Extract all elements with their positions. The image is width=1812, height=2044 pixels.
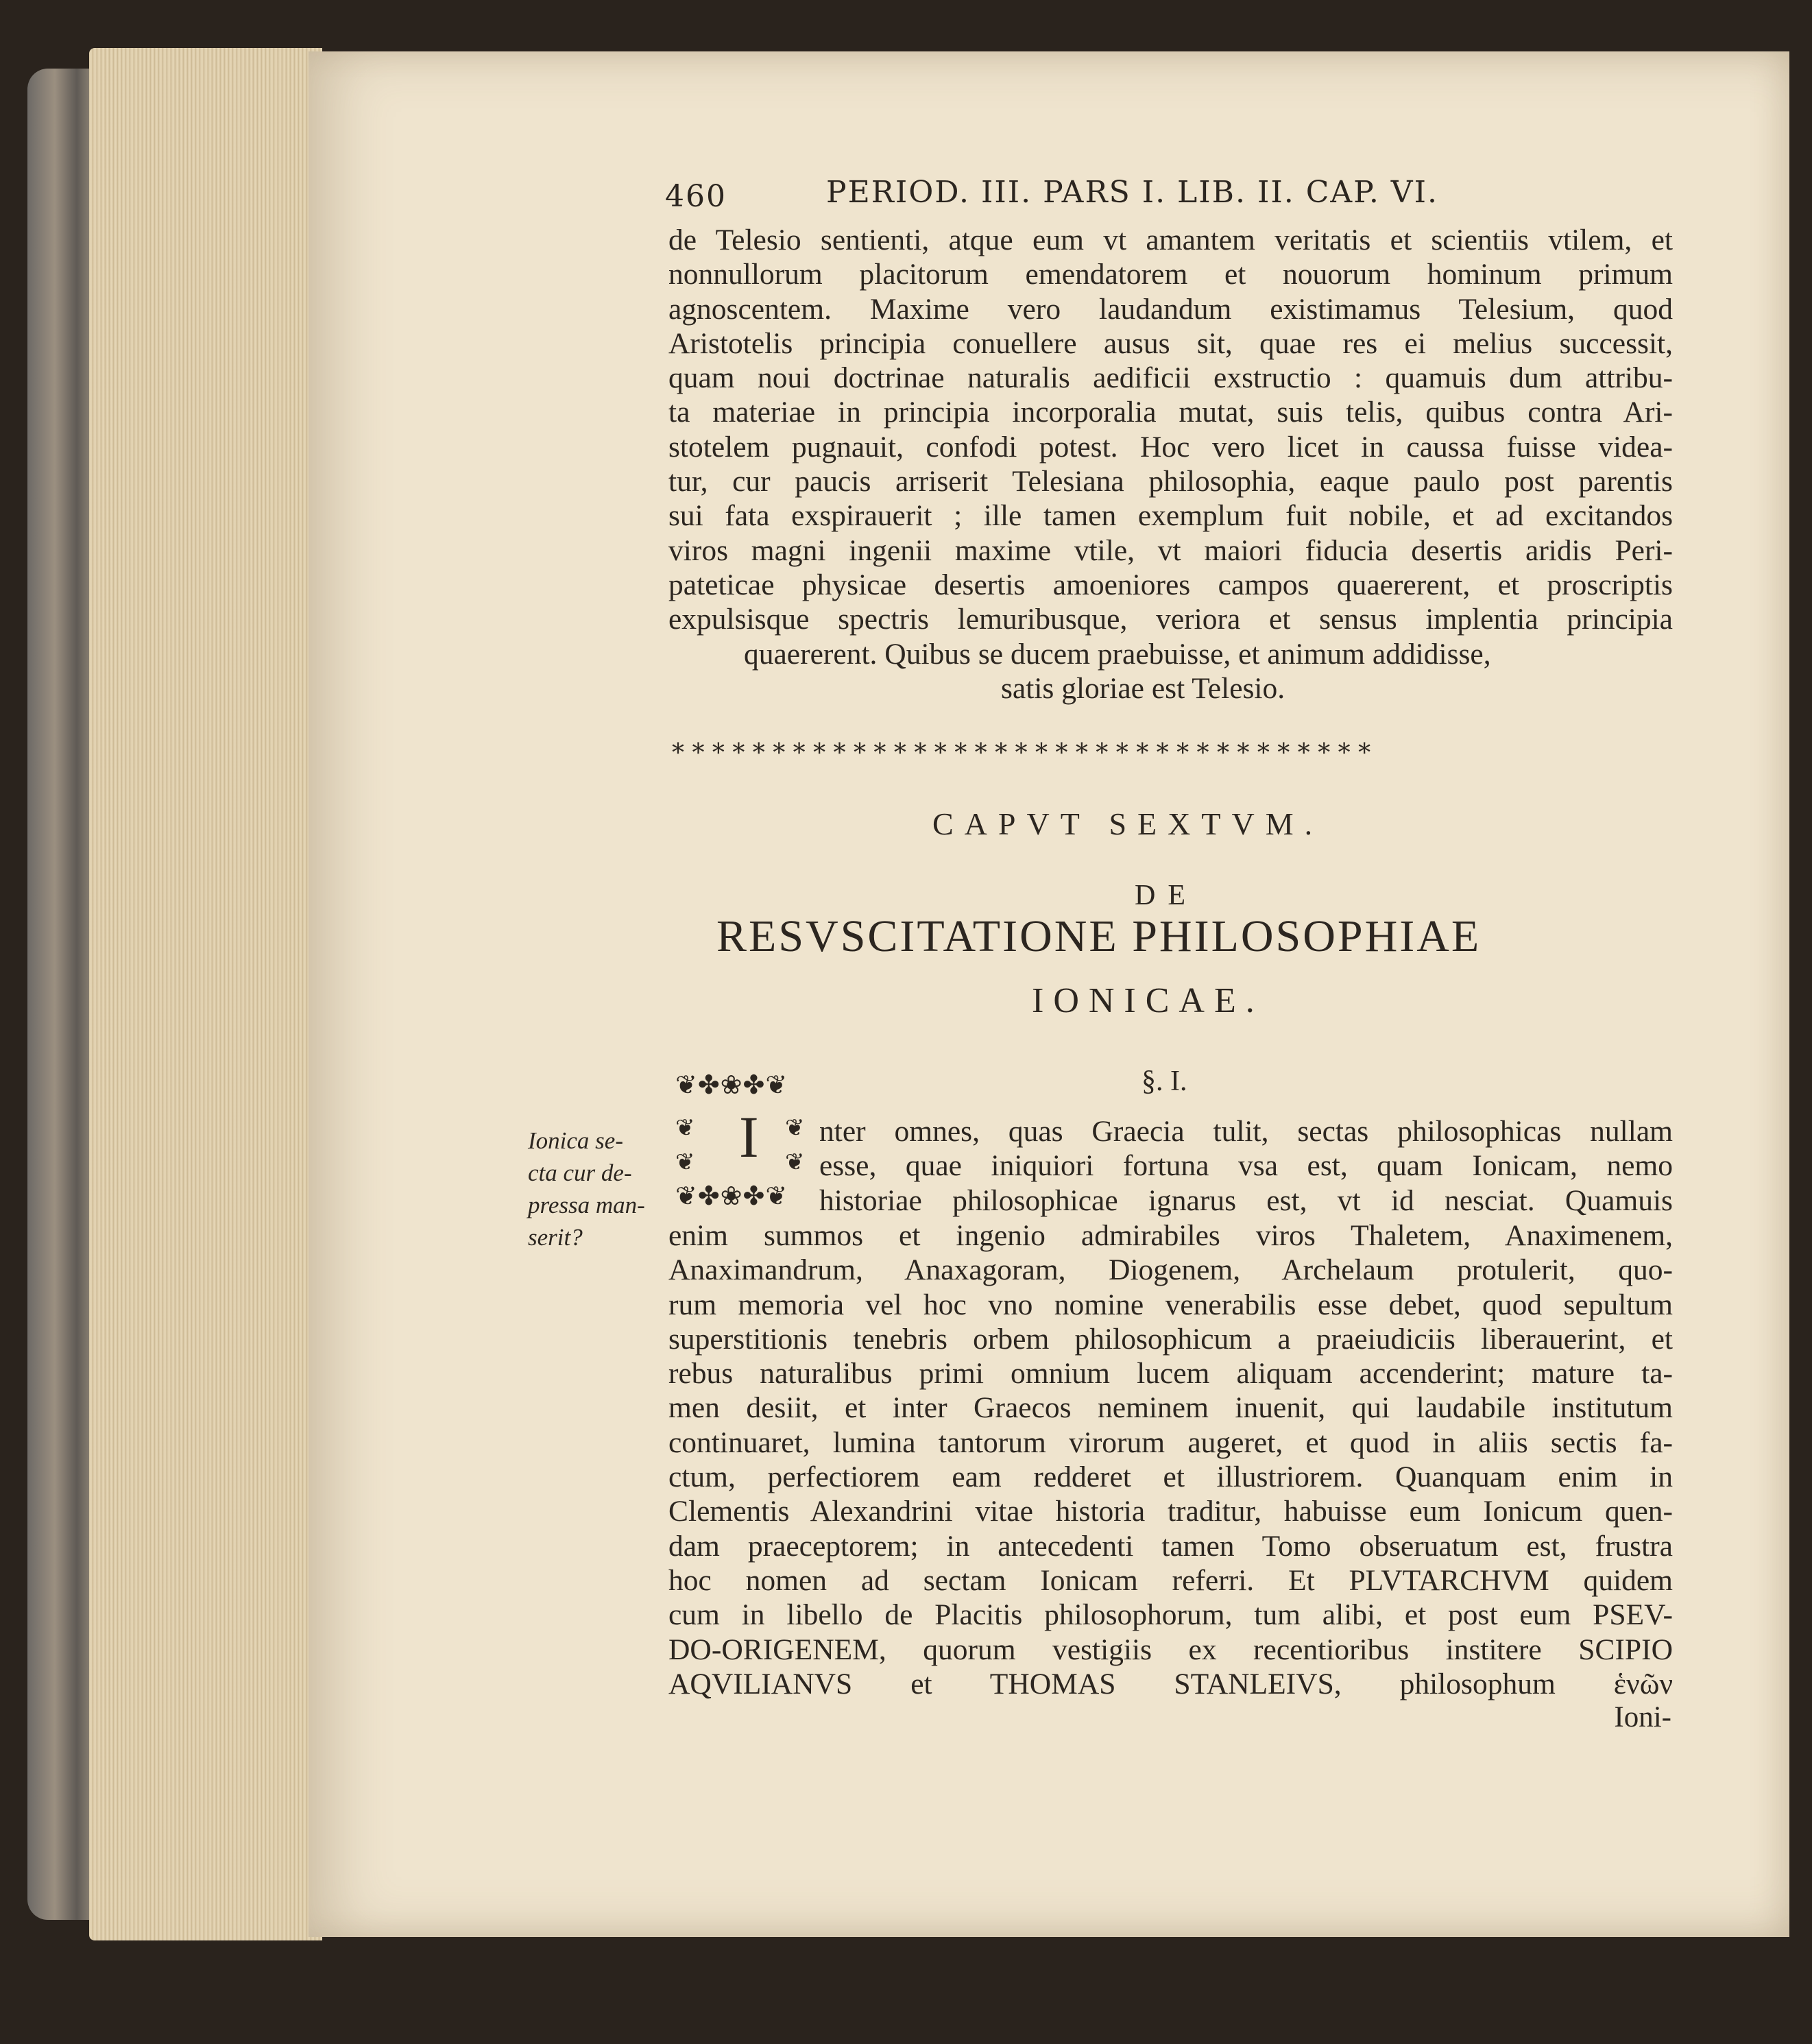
chapter-de: DE (1135, 880, 1198, 911)
section-marker: §. I. (1141, 1066, 1187, 1097)
marginal-note (528, 1125, 648, 1253)
page-header (665, 175, 1488, 216)
text-line: quaererent. Quibus se ducem praebuisse, et animum addidisse, (744, 637, 1491, 671)
text-line: continuaret, lumina tantorum virorum augeret, et quod in aliis sectis fa- (668, 1426, 1673, 1459)
text-line: satis gloriae est Telesio. (1001, 671, 1285, 705)
text-line: stotelem pugnauit, confodi potest. Hoc vero licet in caussa fuisse videa- (668, 430, 1673, 464)
ornament-right-icon: ❦ ❦ (785, 1114, 806, 1176)
ornament-bottom-icon: ❦✤❀✤❦ (675, 1181, 788, 1211)
text-line: agnoscentem. Maxime vero laudandum existimamus Telesium, quod (668, 292, 1673, 326)
page-number: 460 (665, 179, 727, 214)
text-line: expulsisque spectris lemuribusque, veriora et sensus implentia principia (668, 603, 1673, 636)
chapter-title: RESVSCITATIONE PHILOSOPHIAE (716, 911, 1482, 961)
marginal-line: Ionica se- (528, 1127, 623, 1154)
text-line: sui fata exspirauerit ; ille tamen exemplum fuit nobile, et ad excitandos (668, 499, 1673, 533)
marginal-line: cta cur de- (528, 1159, 632, 1186)
text-line: rum memoria vel hoc vno nomine venerabilis esse debet, quod sepultum (668, 1288, 1673, 1321)
text-line: hoc nomen ad sectam Ionicam referri. Et PLVTARCHVM quidem (668, 1563, 1673, 1597)
marginal-line: pressa man- (528, 1192, 645, 1218)
text-line: esse, quae iniquiori fortuna vsa est, quam Ionicam, nemo (819, 1149, 1673, 1183)
text-line: viros magni ingenii maxime vtile, vt maiori fiducia desertis aridis Peri- (668, 533, 1673, 567)
text-line: dam praeceptorem; in antecedenti tamen Tomo obseruatum est, frustra (668, 1529, 1673, 1563)
text-line: Aristotelis principia conuellere ausus sit, quae res ei melius successit, (668, 326, 1673, 360)
text-line: DO-ORIGENEM, quorum vestigiis ex recentioribus institere SCIPIO (668, 1633, 1673, 1666)
text-line: enim summos et ingenio admirabiles viros Thaletem, Anaximenem, (668, 1219, 1673, 1252)
text-line: nter omnes, quas Graecia tulit, sectas philosophicas nullam (819, 1115, 1673, 1148)
text-line: Clementis Alexandrini vitae historia traditur, habuisse eum Ionicum quen- (668, 1495, 1673, 1528)
catchword: Ioni- (1614, 1701, 1671, 1733)
chapter-number: CAPVT SEXTVM. (932, 806, 1324, 841)
text-line: AQVILIANVS et THOMAS STANLEIVS, philosophum ἑνῶν (668, 1667, 1673, 1700)
text-line: de Telesio sentienti, atque eum vt amantem veritatis et scientiis vtilem, et (668, 224, 1673, 256)
text-line: quam noui doctrinae naturalis aedificii exstructio : quamuis dum attribu- (668, 361, 1673, 395)
text-line: nonnullorum placitorum emendatorem et nouorum hominum primum (668, 258, 1673, 291)
main-paragraph (668, 1218, 1673, 1701)
text-line: rebus naturalibus primi omnium lucem aliquam accenderint; mature ta- (668, 1357, 1673, 1391)
ornament-left-icon: ❦ ❦ (675, 1114, 696, 1176)
chapter-subtitle: IONICAE. (1032, 981, 1264, 1020)
running-head: PERIOD. III. PARS I. LIB. II. CAP. VI. (826, 175, 1438, 210)
marginal-line: serit? (528, 1224, 583, 1251)
top-paragraph (668, 223, 1673, 706)
text-line: men desiit, et inter Graecos neminem inuenit, qui laudabile institutum (668, 1391, 1673, 1425)
text-line: historiae philosophicae ignarus est, vt id nesciat. Quamuis (819, 1183, 1673, 1217)
opening-lines (819, 1114, 1673, 1218)
text-line: pateticae physicae desertis amoeniores campos quaererent, et proscriptis (668, 568, 1673, 601)
text-line: Anaximandrum, Anaxagoram, Diogenem, Archelaum protulerit, quo- (668, 1253, 1673, 1287)
text-line: ctum, perfectiorem eam redderet et illustriorem. Quanquam enim in (668, 1460, 1673, 1494)
text-line: superstitionis tenebris orbem philosophicum a praeiudiciis liberauerint, et (668, 1322, 1673, 1356)
section-separator: * * * * * * * * * * * * * * * * * * * * * * * * * * * * * * * * * * * (672, 739, 1371, 767)
page-stack-edge (89, 48, 322, 1940)
drop-cap: I (739, 1104, 759, 1170)
text-line: cum in libello de Placitis philosophorum, tum alibi, et post eum PSEV- (668, 1598, 1673, 1632)
text-line: tur, cur paucis arriserit Telesiana philosophia, eaque paulo post parentis (668, 465, 1673, 498)
text-line: ta materiae in principia incorporalia mutat, suis telis, quibus contra Ari- (668, 396, 1673, 429)
ornament-top-icon: ❦✤❀✤❦ (675, 1070, 788, 1100)
